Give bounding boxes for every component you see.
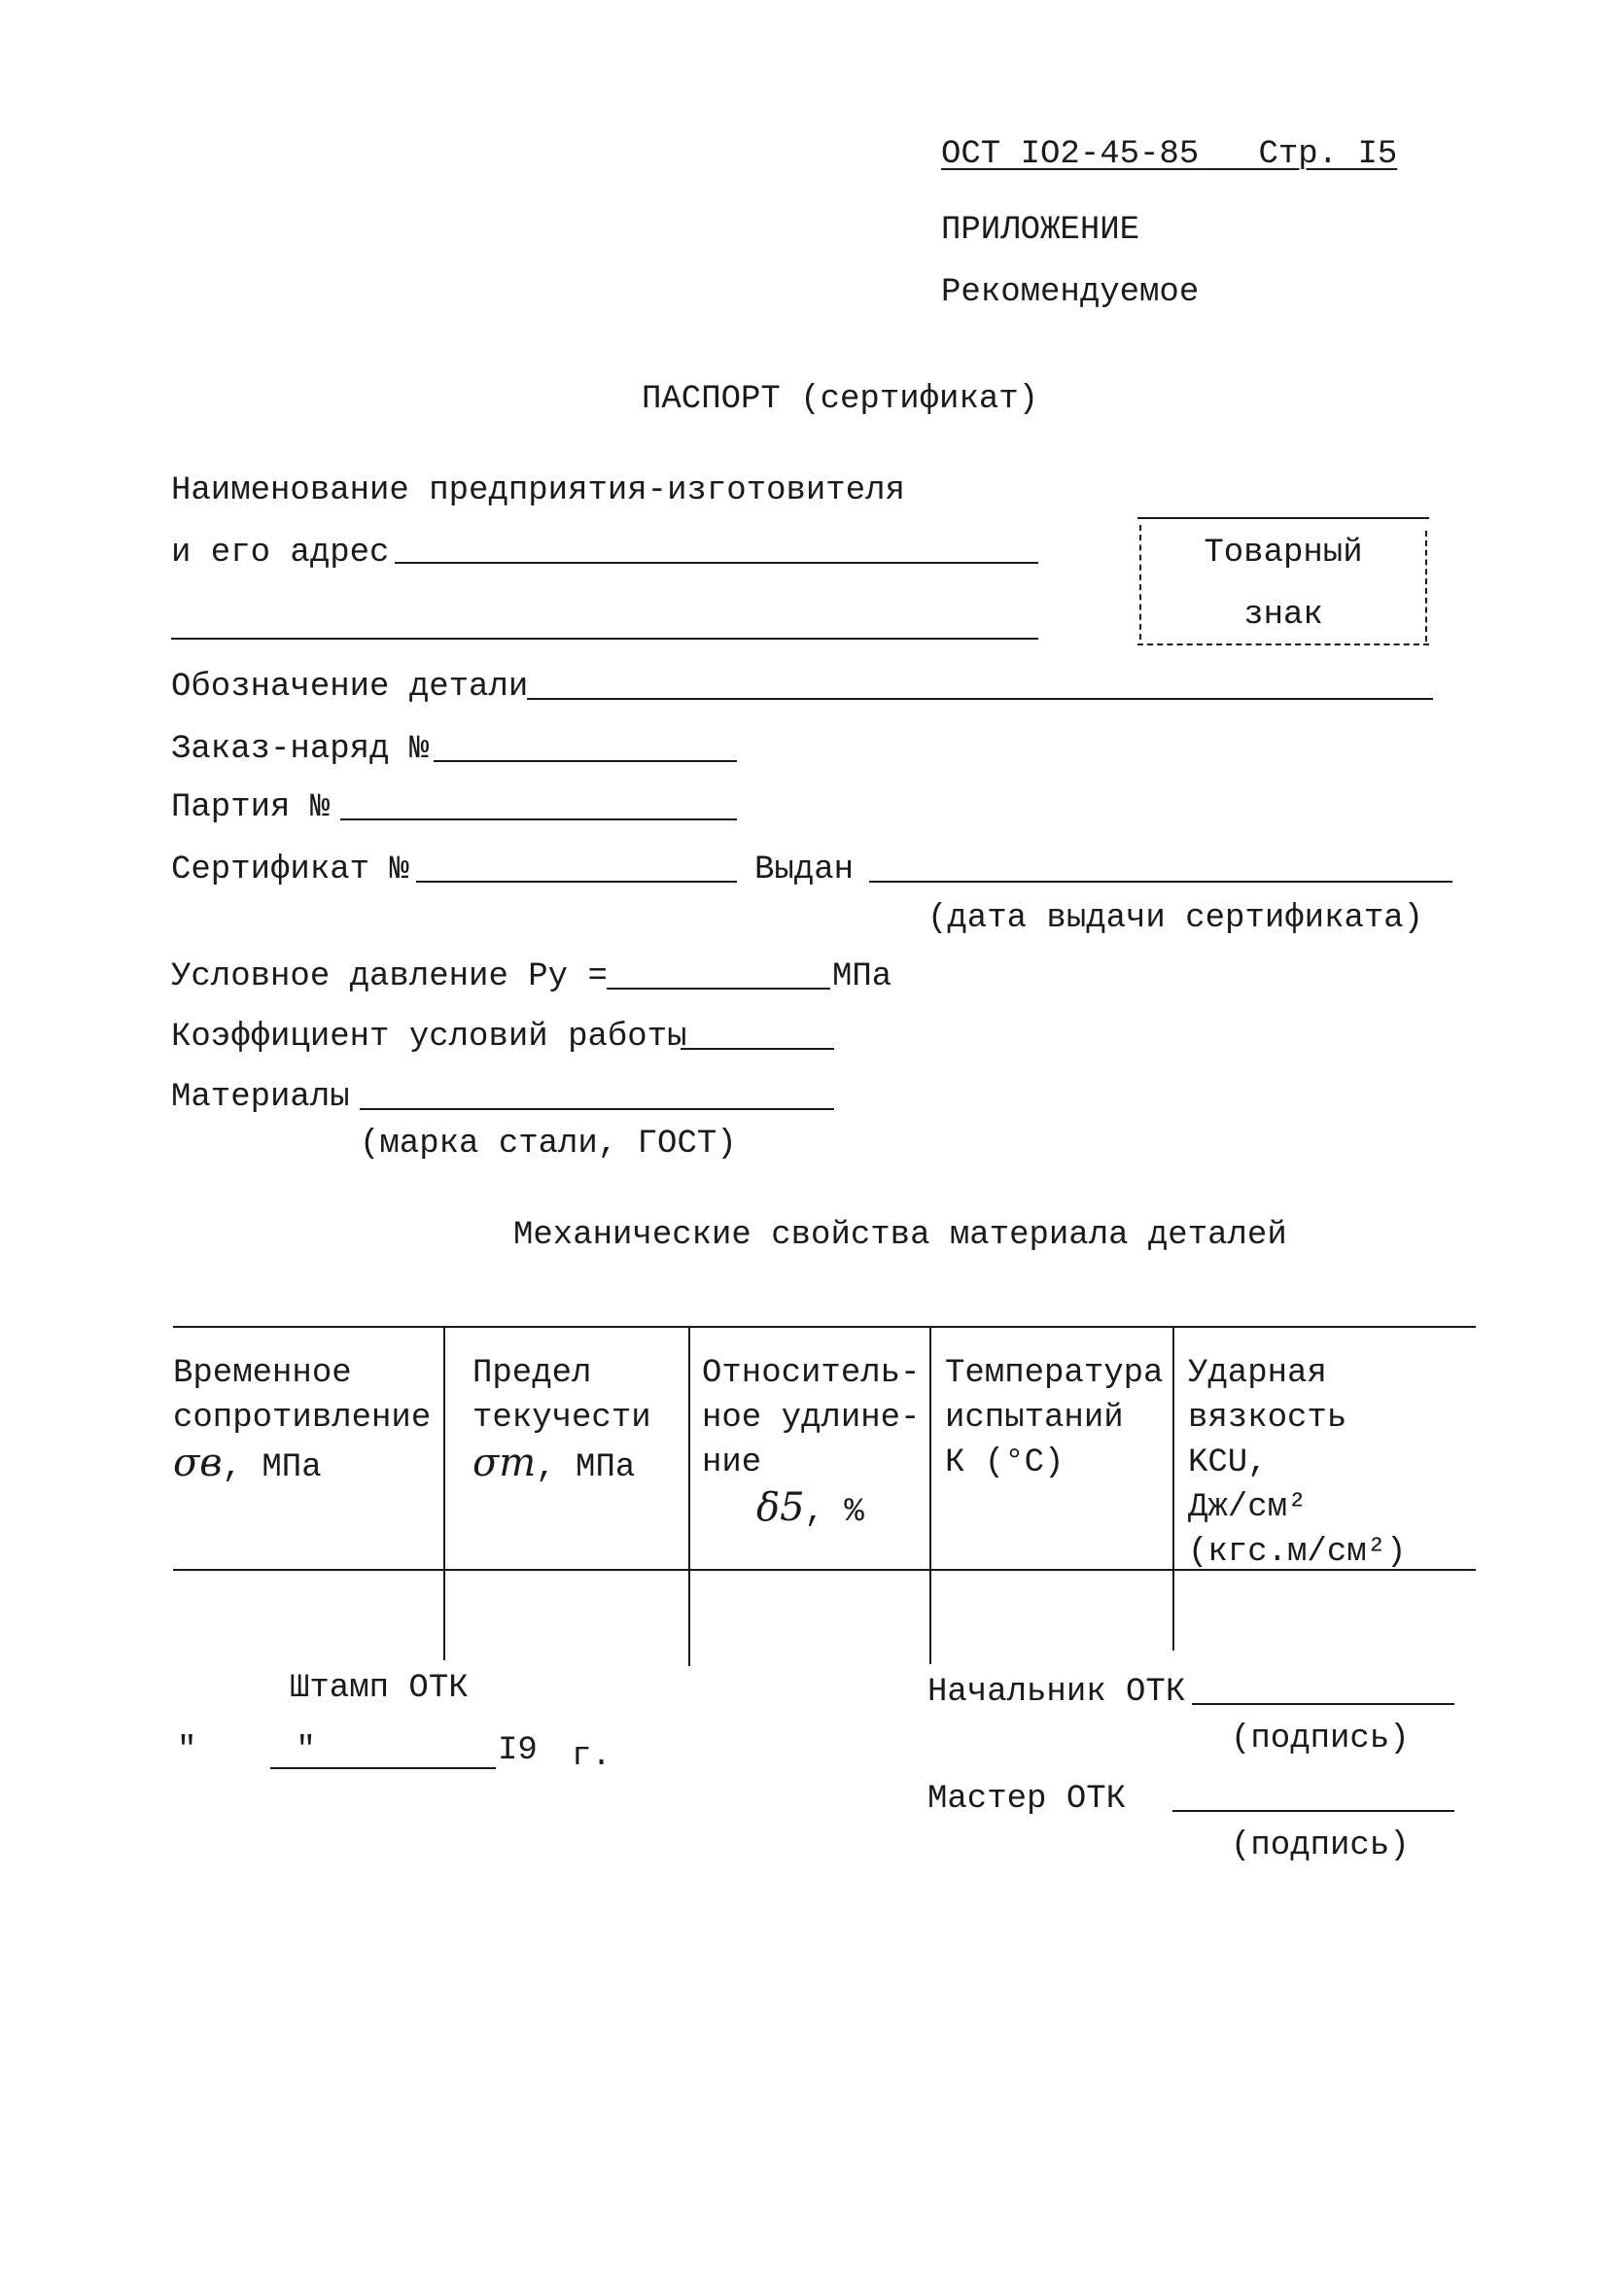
work-order-field[interactable]	[434, 760, 737, 762]
qc-stamp-label: Штамп ОТК	[290, 1670, 469, 1707]
certificate-label: Сертификат №	[171, 852, 409, 888]
materials-field[interactable]	[360, 1108, 834, 1110]
work-order-label: Заказ-наряд №	[171, 731, 430, 768]
year-suffix: г.	[572, 1738, 612, 1775]
column-header-tensile-strength: Временное сопротивление σв, МПа	[173, 1355, 432, 1486]
part-designation-field[interactable]	[527, 698, 1433, 700]
address-field-line-2[interactable]	[171, 638, 1038, 640]
year-prefix: I9	[498, 1732, 538, 1769]
chief-qc-label: Начальник ОТК	[927, 1674, 1186, 1711]
chief-signature-field[interactable]	[1192, 1703, 1454, 1705]
materials-label: Материалы	[171, 1079, 350, 1116]
master-signature-hint: (подпись)	[1231, 1827, 1410, 1864]
master-signature-field[interactable]	[1172, 1810, 1454, 1812]
issued-label: Выдан	[754, 852, 855, 888]
materials-hint: (марка стали, ГОСТ)	[360, 1126, 737, 1163]
batch-field[interactable]	[340, 818, 737, 820]
document-reference	[941, 138, 1397, 171]
recommended-label: Рекомендуемое	[941, 274, 1200, 311]
trademark-box	[1137, 517, 1429, 645]
table-caption: Механические свойства материала деталей	[513, 1217, 1287, 1254]
date-quotes: " "	[177, 1732, 316, 1769]
issue-date-field[interactable]	[869, 881, 1452, 883]
certificate-field[interactable]	[416, 881, 737, 883]
document-title: ПАСПОРТ (сертификат)	[642, 381, 1039, 418]
column-header-yield-strength: Предел текучести σт, МПа	[472, 1355, 651, 1486]
trademark-label-1: Товарный	[1204, 535, 1363, 572]
page-reference: Стр. I5	[1258, 136, 1398, 173]
nominal-pressure-label: Условное давление Ру =	[171, 958, 608, 995]
trademark-label-2: знак	[1243, 597, 1323, 634]
master-qc-label: Мастер ОТК	[927, 1781, 1127, 1818]
work-coefficient-field[interactable]	[681, 1048, 834, 1050]
part-designation-label: Обозначение детали	[171, 669, 529, 706]
ost-reference: ОСТ IО2-45-85	[941, 136, 1200, 173]
date-field[interactable]	[270, 1767, 496, 1769]
column-header-impact-toughness: Ударная вязкость KCU, Дж/см² (кгс.м/см²)	[1188, 1355, 1407, 1571]
batch-label: Партия №	[171, 789, 331, 826]
pressure-unit: МПа	[832, 958, 892, 995]
nominal-pressure-field[interactable]	[607, 988, 830, 990]
work-coefficient-label: Коэффициент условий работы	[171, 1019, 687, 1056]
delta-5-symbol: δ5	[756, 1485, 805, 1530]
column-header-elongation: Относитель- ное удлине- ние δ5, %	[702, 1355, 921, 1531]
address-field[interactable]	[395, 562, 1038, 564]
sigma-b-symbol: σв	[173, 1441, 223, 1485]
appendix-label: ПРИЛОЖЕНИЕ	[941, 212, 1140, 249]
issue-date-hint: (дата выдачи сертификата)	[927, 900, 1424, 937]
manufacturer-label: Наименование предприятия-изготовителя	[171, 472, 905, 509]
sigma-t-symbol: σт	[472, 1441, 537, 1485]
address-label: и его адрес	[171, 535, 390, 572]
column-header-test-temperature: Температура испытаний К (°С)	[945, 1355, 1164, 1481]
chief-signature-hint: (подпись)	[1231, 1721, 1410, 1757]
